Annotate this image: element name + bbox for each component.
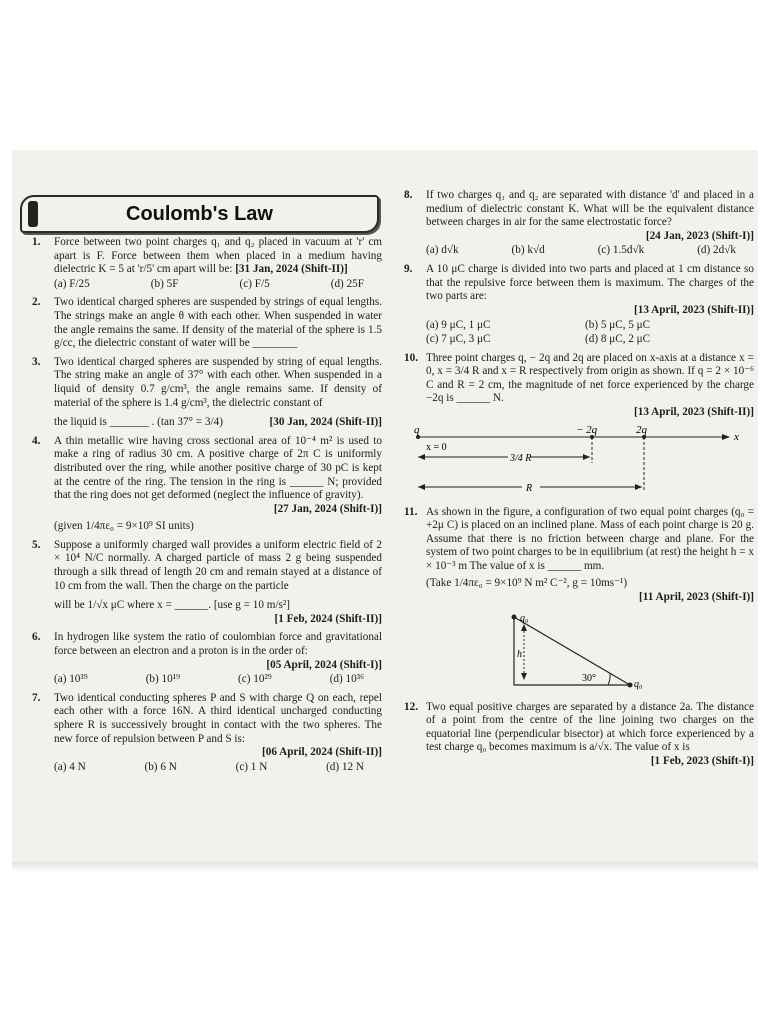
option-a: (a) 4 N xyxy=(54,760,86,773)
take-constants: (Take 1/4πε₀ = 9×10⁹ N m² C⁻², g = 10ms⁻¹) xyxy=(426,577,628,590)
label-R: R xyxy=(526,482,533,494)
question-source: [1 Feb, 2024 (Shift-II)] xyxy=(274,612,382,625)
option-c: (c) 1.5d√k xyxy=(597,244,645,257)
question-text: A 10 μC charge is divided into two parts and placed at 1 cm distance so that the repulsive force between them is maximum. The charges of the two parts are: xyxy=(426,262,754,303)
label-x: x xyxy=(734,430,739,443)
label-2q: 2q xyxy=(636,424,647,436)
question-1 xyxy=(32,236,382,291)
charge-top-dot xyxy=(512,614,517,619)
angle-arc xyxy=(608,674,610,685)
question-8 xyxy=(404,189,754,258)
question-3 xyxy=(32,356,382,430)
label-three-quarter-R: 3/4 R xyxy=(510,452,532,464)
option-d: (d) 8 μC, 2 μC xyxy=(585,332,651,345)
question-source: [13 April, 2023 (Shift-II)] xyxy=(634,405,754,418)
label-q0-top: q₀ xyxy=(520,612,529,624)
question-number: 7. xyxy=(32,691,41,704)
question-tail: the liquid is _______ . (tan 37° = 3/4) xyxy=(54,416,223,429)
question-text: Two identical charged spheres are suspended by strings of equal lengths. The strings make an angle θ with each other. When suspended in water the angle remains the same. If density of the material of the sphere is 1.5 g/cc, the dielectric constant of water will be ________ xyxy=(54,296,382,350)
chapter-title: Coulomb's Law xyxy=(126,202,273,225)
option-a: (a) d√k xyxy=(426,244,459,257)
question-text: Three point charges q, − 2q and 2q are placed on x-axis at a distance x = 0, x = 3/4 R and x = R respectively from origin as shown. If q = 2 × 10⁻⁶ C and R = 2 cm, the magnitude of net force experienced by the charge −2q is ______ N. xyxy=(426,351,754,405)
question-source: [24 Jan, 2023 (Shift-I)] xyxy=(645,229,754,242)
options xyxy=(54,278,382,292)
question-source: [1 Feb, 2023 (Shift-I)] xyxy=(650,755,754,768)
question-tail: will be 1/√x μC where x = ______. [use g = 10 m/s²] xyxy=(54,599,290,612)
dim-34R-arrow-right xyxy=(583,454,590,460)
inclined-plane-diagram xyxy=(404,611,754,693)
inclined-plane-svg xyxy=(500,611,650,693)
question-number: 10. xyxy=(404,351,418,364)
question-source: [30 Jan, 2024 (Shift-II)] xyxy=(269,416,382,429)
question-source: [11 April, 2023 (Shift-I)] xyxy=(639,591,754,604)
question-text: If two charges q₁ and q₂ are separated with distance 'd' and placed in a medium of dielectric constant K. What will be the equivalent distance between charges in air for the same electrostatic force? xyxy=(426,189,754,229)
x-axis-arrowhead xyxy=(722,434,730,440)
question-11 xyxy=(404,506,754,605)
question-number: 3. xyxy=(32,355,41,368)
option-b: (b) 5F xyxy=(150,277,179,290)
option-a: (a) F/25 xyxy=(54,277,90,290)
height-arrow-down xyxy=(521,673,527,680)
question-number: 1. xyxy=(32,236,41,248)
question-number: 4. xyxy=(32,434,41,447)
question-7 xyxy=(32,692,382,775)
label-angle: 30° xyxy=(582,672,596,684)
question-source: [13 April, 2023 (Shift-II)] xyxy=(634,303,754,316)
question-2 xyxy=(32,296,382,350)
right-column xyxy=(404,189,754,774)
question-number: 8. xyxy=(404,189,413,201)
incline-triangle xyxy=(514,617,630,685)
label-h: h xyxy=(517,648,522,660)
dim-34R-arrow-left xyxy=(418,454,425,460)
question-5 xyxy=(32,539,382,627)
question-6 xyxy=(32,631,382,686)
given-constant: (given 1/4πε₀ = 9×10⁹ SI units) xyxy=(54,520,194,533)
banner-tab-decoration xyxy=(28,201,38,227)
page-edge-shadow xyxy=(12,862,758,872)
question-number: 9. xyxy=(404,262,413,275)
question-text: A thin metallic wire having cross sectional area of 10⁻⁴ m² is used to make a ring of radius 30 cm. A positive charge of 2π C is uniformly distributed over the ring, while another positive charge of 30 pC is kept at the centre of the ring. The tension in the ring is ______ N; provided that the ring does not get deformed (neglect the influence of gravity). xyxy=(54,434,382,502)
left-column xyxy=(32,236,382,779)
question-number: 11. xyxy=(404,505,418,518)
label-minus-2q: − 2q xyxy=(576,424,598,436)
question-text: Two identical charged spheres are suspended by string of equal lengths. The string make an angle of 37° with each other. When suspended in a liquid of density 0.7 g/cm³, the angle remains same. If density of material of the sphere is 1.4 g/cm³, the dielectric constant of xyxy=(54,355,382,409)
charges-on-x-axis-diagram xyxy=(404,425,754,500)
option-c: (c) 1 N xyxy=(235,760,268,773)
option-b: (b) 6 N xyxy=(144,760,177,773)
question-source: [06 April, 2024 (Shift-II)] xyxy=(262,746,382,759)
dim-R-arrow-right xyxy=(635,484,642,490)
label-q0-bottom: q₀ xyxy=(634,678,643,690)
question-text: As shown in the figure, a configuration of two equal point charges (q₀ = +2μ C) is placed on an inclined plane. Mass of each point charge is 20 g. Assume that there is no friction between charge and plane. For the system of two point charges to be in equilibrium (at rest) the height h = x × 10⁻³ m The value of x is ______ mm. xyxy=(426,505,754,572)
option-c: (c) 10²⁹ xyxy=(238,673,272,686)
question-source: [31 Jan, 2024 (Shift-II)] xyxy=(235,263,348,276)
chapter-title-banner xyxy=(20,195,379,233)
question-number: 6. xyxy=(32,631,41,644)
options xyxy=(426,319,754,346)
question-text: In hydrogen like system the ratio of coulombian force and gravitational force between an electron and a proton is in the order of: xyxy=(54,631,382,658)
option-d: (d) 10³⁶ xyxy=(329,673,364,686)
options xyxy=(54,673,382,687)
question-4 xyxy=(32,435,382,534)
option-d: (d) 12 N xyxy=(326,760,364,773)
option-b: (b) k√d xyxy=(511,244,545,257)
option-c: (c) 7 μC, 3 μC xyxy=(426,332,491,345)
options xyxy=(426,244,754,258)
height-arrow-up xyxy=(521,624,527,631)
question-source: [27 Jan, 2024 (Shift-I)] xyxy=(273,502,382,515)
x-axis-diagram-svg xyxy=(404,425,754,500)
option-d: (d) 25F xyxy=(330,277,364,290)
option-c: (c) F/5 xyxy=(239,277,270,290)
question-text: Two equal positive charges are separated by a distance 2a. The distance of a point from the centre of the line joining two charges on the equatorial line (perpendicular bisector) at which force experienced by a test charge q₀ becomes maximum is a/√x. The value of x is xyxy=(426,700,754,754)
dim-R-arrow-left xyxy=(418,484,425,490)
question-text: Two identical conducting spheres P and S with charge Q on each, repel each other with a force 16N. A third identical uncharged conducting sphere R is successively brought in contact with the two spheres. The new force of repulsion between P and S is: xyxy=(54,691,382,745)
option-d: (d) 2d√k xyxy=(697,244,736,257)
question-12 xyxy=(404,701,754,769)
label-x-zero: x = 0 xyxy=(426,441,447,453)
question-text: Suppose a uniformly charged wall provides a uniform electric field of 2 × 10⁴ N/C normally. A charged particle of mass 2 g being suspended through a silk thread of length 20 cm and remain stayed at a distance of 10 cm from the wall. Then the charge on the particle xyxy=(54,538,382,592)
question-number: 5. xyxy=(32,538,41,551)
question-9 xyxy=(404,263,754,347)
question-10 xyxy=(404,352,754,420)
question-number: 2. xyxy=(32,296,41,309)
option-a: (a) 9 μC, 1 μC xyxy=(426,319,491,332)
charge-bottom-dot xyxy=(628,682,633,687)
label-q: q xyxy=(414,424,420,436)
question-text: Force between two point charges q₁ and q₂ placed in vacuum at 'r' cm apart is F. Force between them when placed in a medium having dielectric K = 5 at 'r/5' cm apart will be: xyxy=(54,236,382,276)
option-a: (a) 10³⁹ xyxy=(54,673,88,686)
question-number: 12. xyxy=(404,700,418,713)
option-b: (b) 10¹⁹ xyxy=(145,673,180,686)
option-b: (b) 5 μC, 5 μC xyxy=(585,319,651,332)
question-source: [05 April, 2024 (Shift-I)] xyxy=(266,658,382,671)
options xyxy=(54,761,382,775)
